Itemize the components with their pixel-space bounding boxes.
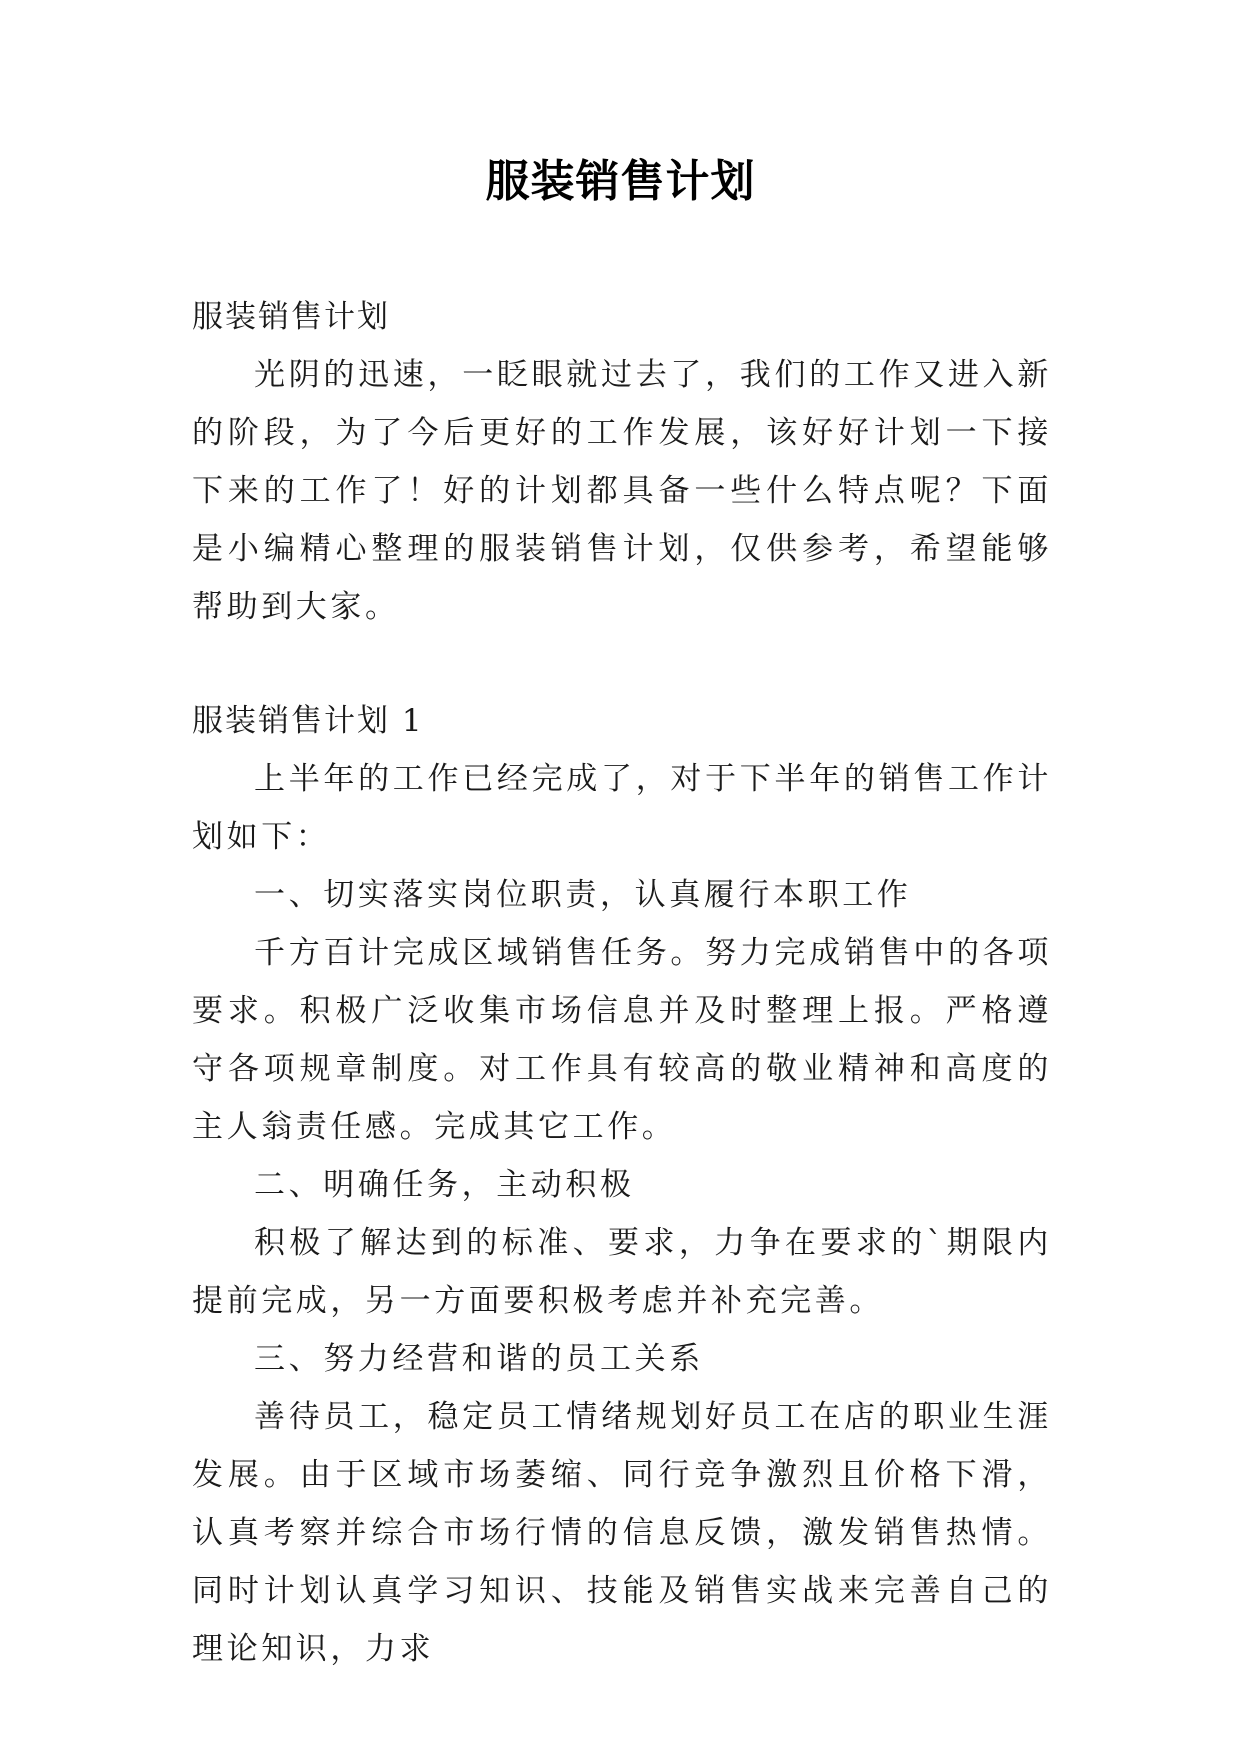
document-title: 服装销售计划 — [485, 156, 756, 207]
item-2-paragraph: 积极了解达到的标准、要求，力争在要求的`期限内提前完成，另一方面要积极考虑并补充完善。 — [192, 1225, 1052, 1319]
item-3-paragraph: 善待员工，稳定员工情绪规划好员工在店的职业生涯发展。由于区域市场萎缩、同行竞争激烈且价格下滑，认真考察并综合市场行情的信息反馈，激发销售热情。同时计划认真学习知识、技能及销售实战来完善自己的理论知识，力求 — [192, 1399, 1052, 1667]
document-body — [192, 288, 1052, 1678]
section-heading: 服装销售计划 1 — [192, 703, 424, 739]
subheading: 服装销售计划 — [192, 299, 390, 335]
intro-paragraph: 光阴的迅速，一眨眼就过去了，我们的工作又进入新的阶段，为了今后更好的工作发展，该好好计划一下接下来的工作了！好的计划都具备一些什么特点呢？下面是小编精心整理的服装销售计划，仅供参考，希望能够帮助到大家。 — [192, 357, 1052, 625]
item-1-paragraph: 千方百计完成区域销售任务。努力完成销售中的各项要求。积极广泛收集市场信息并及时整理上报。严格遵守各项规章制度。对工作具有较高的敬业精神和高度的主人翁责任感。完成其它工作。 — [192, 935, 1052, 1145]
section-opening-paragraph: 上半年的工作已经完成了，对于下半年的销售工作计划如下： — [192, 761, 1052, 855]
item-1-heading: 一、切实落实岗位职责，认真履行本职工作 — [254, 877, 912, 913]
item-2-heading: 二、明确任务，主动积极 — [254, 1167, 635, 1203]
item-3-heading: 三、努力经营和谐的员工关系 — [254, 1341, 704, 1377]
